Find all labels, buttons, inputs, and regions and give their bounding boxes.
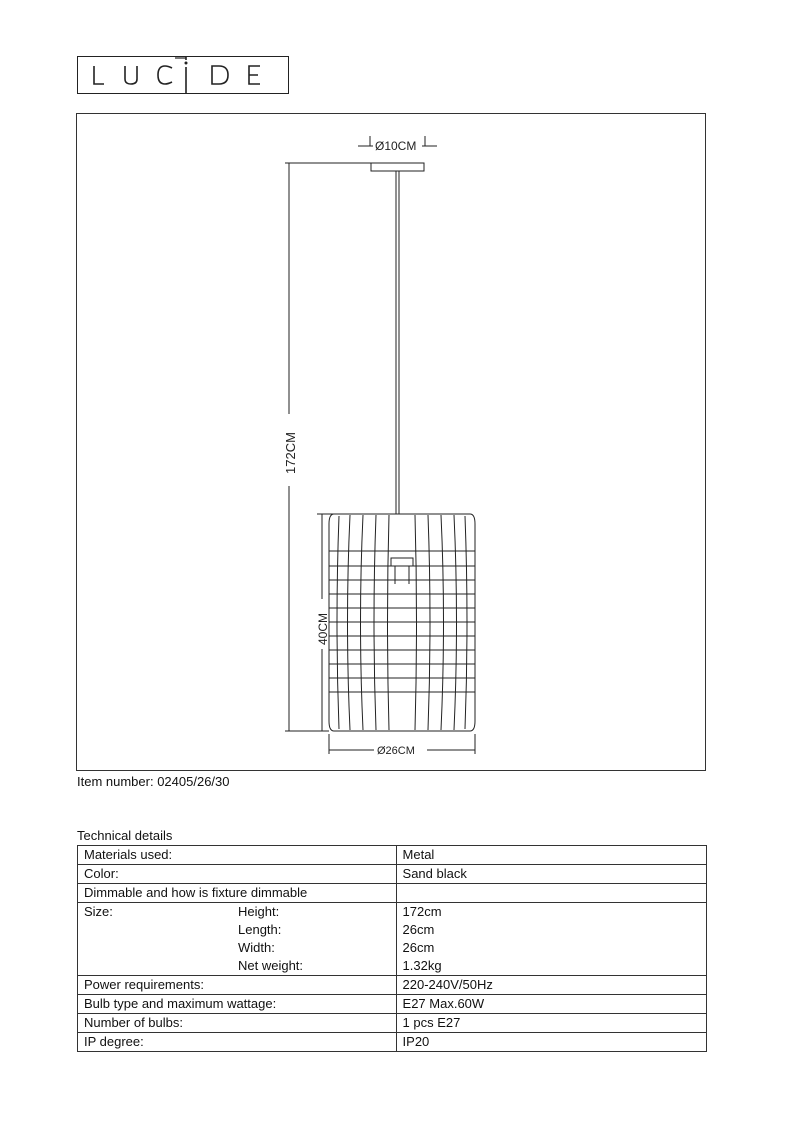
spec-value: 172cm <box>396 903 706 922</box>
shade-diameter-label: Ø26CM <box>377 745 415 757</box>
total-height-label: 172CM <box>283 432 298 474</box>
table-row <box>78 976 707 995</box>
table-row <box>78 884 707 903</box>
table-row <box>78 1033 707 1052</box>
item-number: Item number: 02405/26/30 <box>77 774 230 789</box>
spec-label: Color: <box>78 865 397 884</box>
spec-label: Bulb type and maximum wattage: <box>78 995 397 1014</box>
spec-value: 1.32kg <box>396 957 706 976</box>
spec-value: Sand black <box>396 865 706 884</box>
pendant-lamp-drawing <box>77 114 707 772</box>
table-row <box>78 903 707 922</box>
technical-details-table <box>77 845 707 1052</box>
spec-value: 220-240V/50Hz <box>396 976 706 995</box>
spec-sublabel: Length: <box>238 922 282 937</box>
spec-value: IP20 <box>396 1033 706 1052</box>
canopy-diameter-label: Ø10CM <box>375 139 417 153</box>
spec-value: 26cm <box>396 939 706 957</box>
table-row <box>78 939 707 957</box>
table-row <box>78 846 707 865</box>
spec-label-cell <box>78 957 397 976</box>
spec-label: Size: <box>84 904 113 919</box>
table-row <box>78 865 707 884</box>
spec-sublabel: Width: <box>238 940 275 955</box>
spec-label: Dimmable and how is fixture dimmable <box>78 884 397 903</box>
spec-value: E27 Max.60W <box>396 995 706 1014</box>
spec-sublabel: Height: <box>238 904 280 919</box>
spec-value: 26cm <box>396 921 706 939</box>
spec-value: 1 pcs E27 <box>396 1014 706 1033</box>
technical-drawing <box>76 113 706 771</box>
table-row <box>78 1014 707 1033</box>
spec-label-cell <box>78 903 397 922</box>
spec-label-cell <box>78 939 397 957</box>
spec-label: Power requirements: <box>78 976 397 995</box>
logo-graphic <box>78 57 288 93</box>
table-row <box>78 921 707 939</box>
table-row <box>78 957 707 976</box>
spec-label: IP degree: <box>78 1033 397 1052</box>
spec-sublabel: Net weight: <box>238 958 304 973</box>
spec-label-cell <box>78 921 397 939</box>
spec-value <box>396 884 706 903</box>
spec-label: Materials used: <box>78 846 397 865</box>
table-row <box>78 995 707 1014</box>
spec-label: Number of bulbs: <box>78 1014 397 1033</box>
spec-value: Metal <box>396 846 706 865</box>
shade-height-label: 40CM <box>316 612 330 645</box>
brand-logo <box>77 56 289 94</box>
technical-details-title: Technical details <box>77 828 173 843</box>
